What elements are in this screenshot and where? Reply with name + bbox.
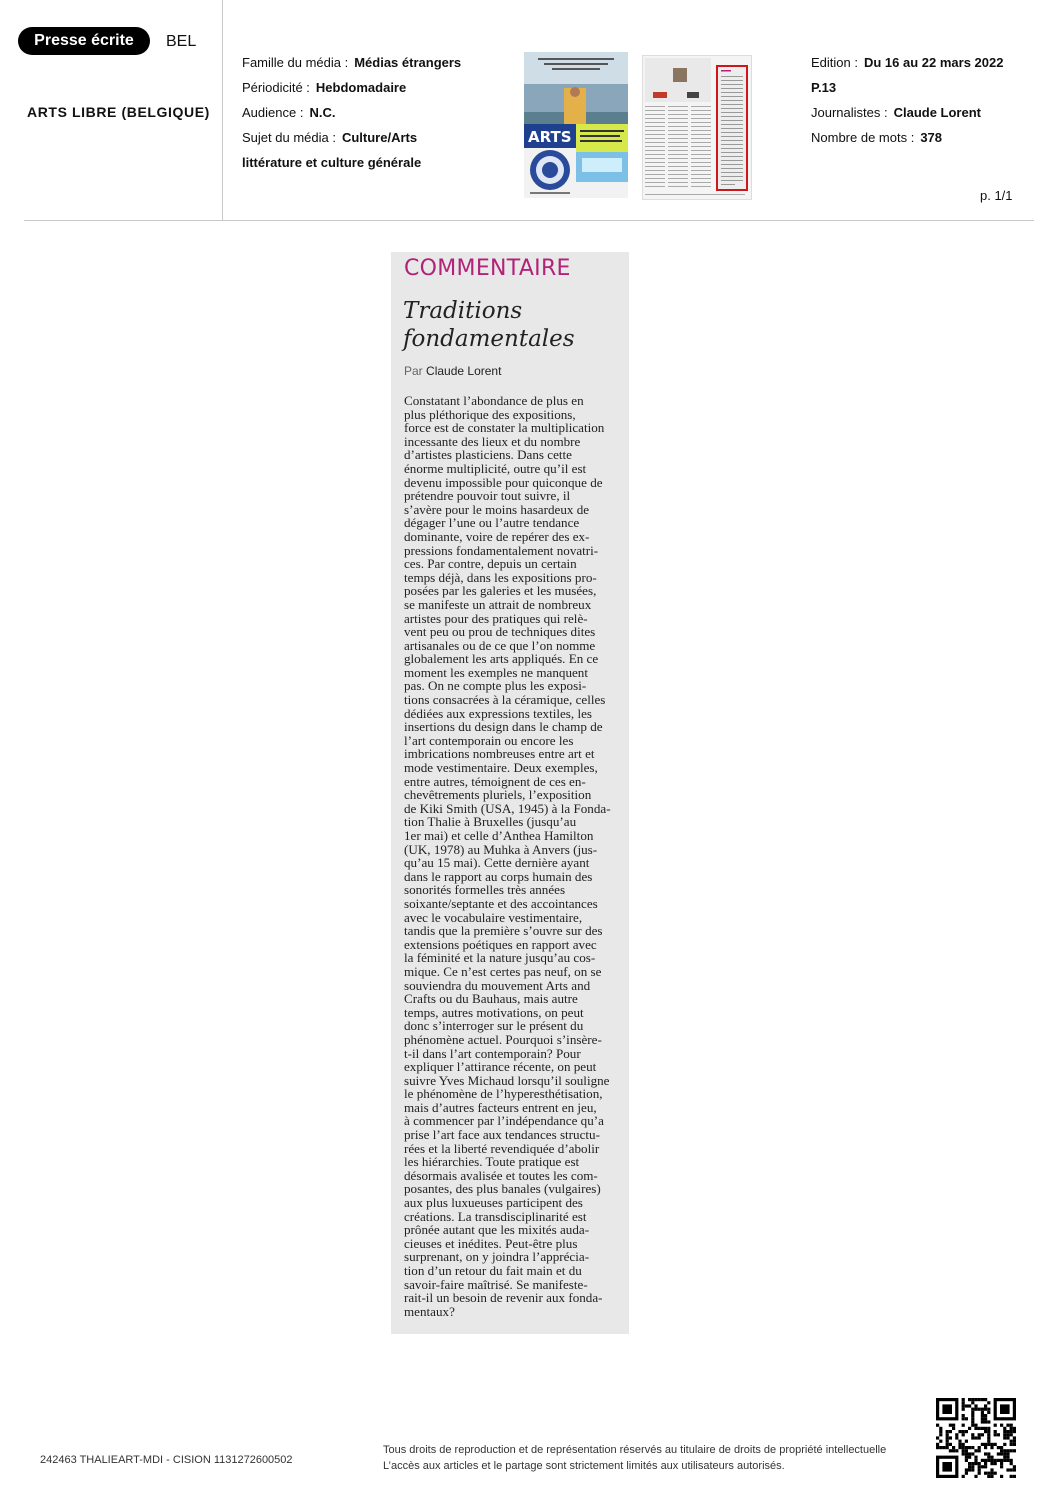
article-line: artisanales ou de ce que l’on nomme (404, 637, 596, 653)
article-line: qu’au 15 mai). Cette dernière ayant (404, 855, 590, 871)
article-line: Constatant l’abondance de plus en (404, 393, 584, 408)
cover-logo: ARTS (528, 128, 572, 146)
article-line: savoir-faire maîtrisé. Se manifeste- (404, 1276, 588, 1292)
article-line: expliquer l’attirance récente, on peut (404, 1059, 597, 1075)
article-line: plus pléthorique des expositions, (404, 406, 576, 422)
article-line: dédiées aux expressions textiles, les (404, 705, 592, 721)
article-line: les hiérarchies. Toute pratique est (404, 1154, 580, 1170)
article-line: imbrications nombreuses entre art et (404, 746, 595, 762)
article-line: dégager l’une ou l’autre tendance (404, 515, 580, 531)
meta-row-subject-extra: littérature et culture générale (242, 155, 422, 170)
article-line: tion Thalie à Bruxelles (jusqu’au (404, 814, 577, 830)
article-byline (404, 364, 501, 378)
article-line: moment les exemples ne manquent (404, 664, 588, 680)
article-line: suivre Yves Michaud lorsqu’il souligne (404, 1072, 610, 1088)
article-line: chevêtrements pluriels, l’exposition (404, 787, 592, 803)
article-line: s’avère pour le moins hasardeux de (404, 501, 590, 517)
source-name: ARTS LIBRE (BELGIQUE) (27, 104, 210, 120)
article-body (404, 394, 616, 1318)
article-line: t-il dans l’art contemporain? Pour (404, 1045, 581, 1061)
article-line: créations. La transdisciplinarité est (404, 1208, 587, 1224)
article-line: insertions du design dans le champ de (404, 719, 603, 735)
article-line: rées et la liberté revendiquée d’abolir (404, 1140, 600, 1156)
article-line: extensions poétiques en rapport avec (404, 936, 597, 952)
rights-line-2: L’accès aux articles et le partage sont strictement limités aux utilisateurs autorisés. (383, 1460, 785, 1472)
article-line: mais d’autres facteurs entrent en jeu, (404, 1099, 597, 1115)
edition-meta (811, 50, 1003, 150)
article-line: de Kiki Smith (USA, 1945) à la Fonda- (404, 800, 611, 816)
media-meta (242, 50, 461, 175)
article-line: dominante, voire de repérer des ex- (404, 528, 590, 544)
meta-row-page: P.13 (811, 80, 837, 95)
header-vertical-divider (222, 0, 223, 220)
header-horizontal-divider (24, 220, 1034, 221)
article-line: le phénomène de l’hyperesthétisation, (404, 1086, 603, 1102)
article-line: temps, autres motivations, on peut (404, 1004, 584, 1020)
article-line: l’art contemporain ou encore les (404, 732, 574, 748)
article-line: prônée autant que les mixités auda- (404, 1222, 590, 1238)
article-title: Traditions fondamentales (403, 298, 575, 352)
article-line: désormais avalisée et toutes les com- (404, 1167, 598, 1183)
article-line: Crafts ou du Bauhaus, mais autre (404, 991, 578, 1007)
document-id: 242463 THALIEART-MDI - CISION 1131272600502 (40, 1454, 293, 1466)
article-line: tions consacrées à la céramique, celles (404, 692, 606, 708)
article-line: force est de constater la multiplication (404, 420, 605, 436)
article-line: artistes pour des pratiques qui relè- (404, 610, 588, 626)
article-line: tandis que la première s’ouvre sur des (404, 923, 603, 939)
byline-prefix: Par (404, 364, 423, 378)
article-line: mentaux? (404, 1303, 455, 1319)
article-line: phénomène actuel. Pourquoi s’insère- (404, 1031, 602, 1047)
article-line: pressions fondamentalement novatri- (404, 542, 599, 558)
article-line: aux plus luxueuses participent des (404, 1195, 583, 1211)
cover-thumbnail (524, 52, 628, 198)
article-line: cieuses et inédites. Peut-être plus (404, 1235, 578, 1251)
article-line: posantes, des plus banales (vulgaires) (404, 1181, 601, 1197)
article-line: mode vestimentaire. Deux exemples, (404, 760, 598, 776)
meta-row-family: Famille du média : Médias étrangers (242, 55, 462, 70)
article-line: posées par les galeries et les musées, (404, 583, 597, 599)
article-line: entre autres, témoignent de ces en- (404, 773, 586, 789)
article-line: vent peu ou prou de techniques dites (404, 624, 596, 640)
page-thumbnail (642, 55, 752, 200)
article-line: pas. On ne compte plus les exposi- (404, 678, 587, 694)
article-line: mique. Ce n’est certes pas neuf, on se (404, 963, 602, 979)
meta-row-edition: Edition : Du 16 au 22 mars 2022 (811, 55, 1004, 70)
article-line: sonorités formelles très années (404, 882, 566, 898)
article-line: tion d’un retour du fait main et du (404, 1263, 582, 1278)
article-kicker: COMMENTAIRE (404, 256, 571, 281)
article-line: à commencer par l’indépendance qu’a (404, 1113, 604, 1129)
article-line: rait-il un besoin de revenir aux fonda- (404, 1290, 603, 1306)
article-line: d’artistes plasticiens. Dans cette (404, 447, 572, 463)
article-line: temps déjà, dans les expositions pro- (404, 569, 597, 585)
qr-code[interactable] (936, 1398, 1016, 1478)
article-line: énorme multiplicité, outre qu’il est (404, 460, 587, 476)
article-line: devenu impossible pour quiconque de (404, 474, 603, 490)
meta-row-audience: Audience : N.C. (242, 105, 336, 120)
meta-row-journalists: Journalistes : Claude Lorent (811, 105, 981, 120)
article-line: avec le vocabulaire vestimentaire, (404, 909, 583, 925)
meta-row-word-count: Nombre de mots : 378 (811, 130, 943, 145)
meta-row-frequency: Périodicité : Hebdomadaire (242, 80, 407, 95)
article-line: se manifeste un attrait de nombreux (404, 596, 592, 612)
rights-line-1: Tous droits de reproduction et de représentation réservés au titulaire de droits de propriété intellectuelle (383, 1444, 887, 1456)
press-type-badge: Presse écrite (18, 27, 150, 55)
article-line: soixante/septante et des accointances (404, 895, 598, 911)
rights-notice (383, 1442, 886, 1474)
page-number: p. 1/1 (980, 188, 1013, 203)
article-line: incessante des lieux et du nombre (404, 433, 581, 449)
meta-row-subject: Sujet du média : Culture/Arts (242, 130, 418, 145)
byline-author: Claude Lorent (426, 364, 502, 378)
article-line: ces. Par contre, depuis un certain (404, 556, 577, 572)
article-line: prise l’art face aux tendances structu- (404, 1127, 600, 1143)
article-line: dans le rapport au corps humain des (404, 868, 593, 884)
article-line: la féminité et la nature jusqu’au cos- (404, 950, 596, 966)
article-line: (UK, 1978) au Muhka à Anvers (jus- (404, 841, 598, 857)
article-line: prétendre pouvoir tout suivre, il (404, 488, 571, 504)
article-line: surprenant, on y joindra l’apprécia- (404, 1249, 590, 1265)
article-line: donc s’interroger sur le présent du (404, 1018, 584, 1034)
article-line: 1er mai) et celle d’Anthea Hamilton (404, 828, 594, 843)
article-line: souviendra du mouvement Arts and (404, 977, 591, 993)
country-code: BEL (166, 33, 197, 50)
article-line: globalement les arts appliqués. En ce (404, 651, 599, 667)
